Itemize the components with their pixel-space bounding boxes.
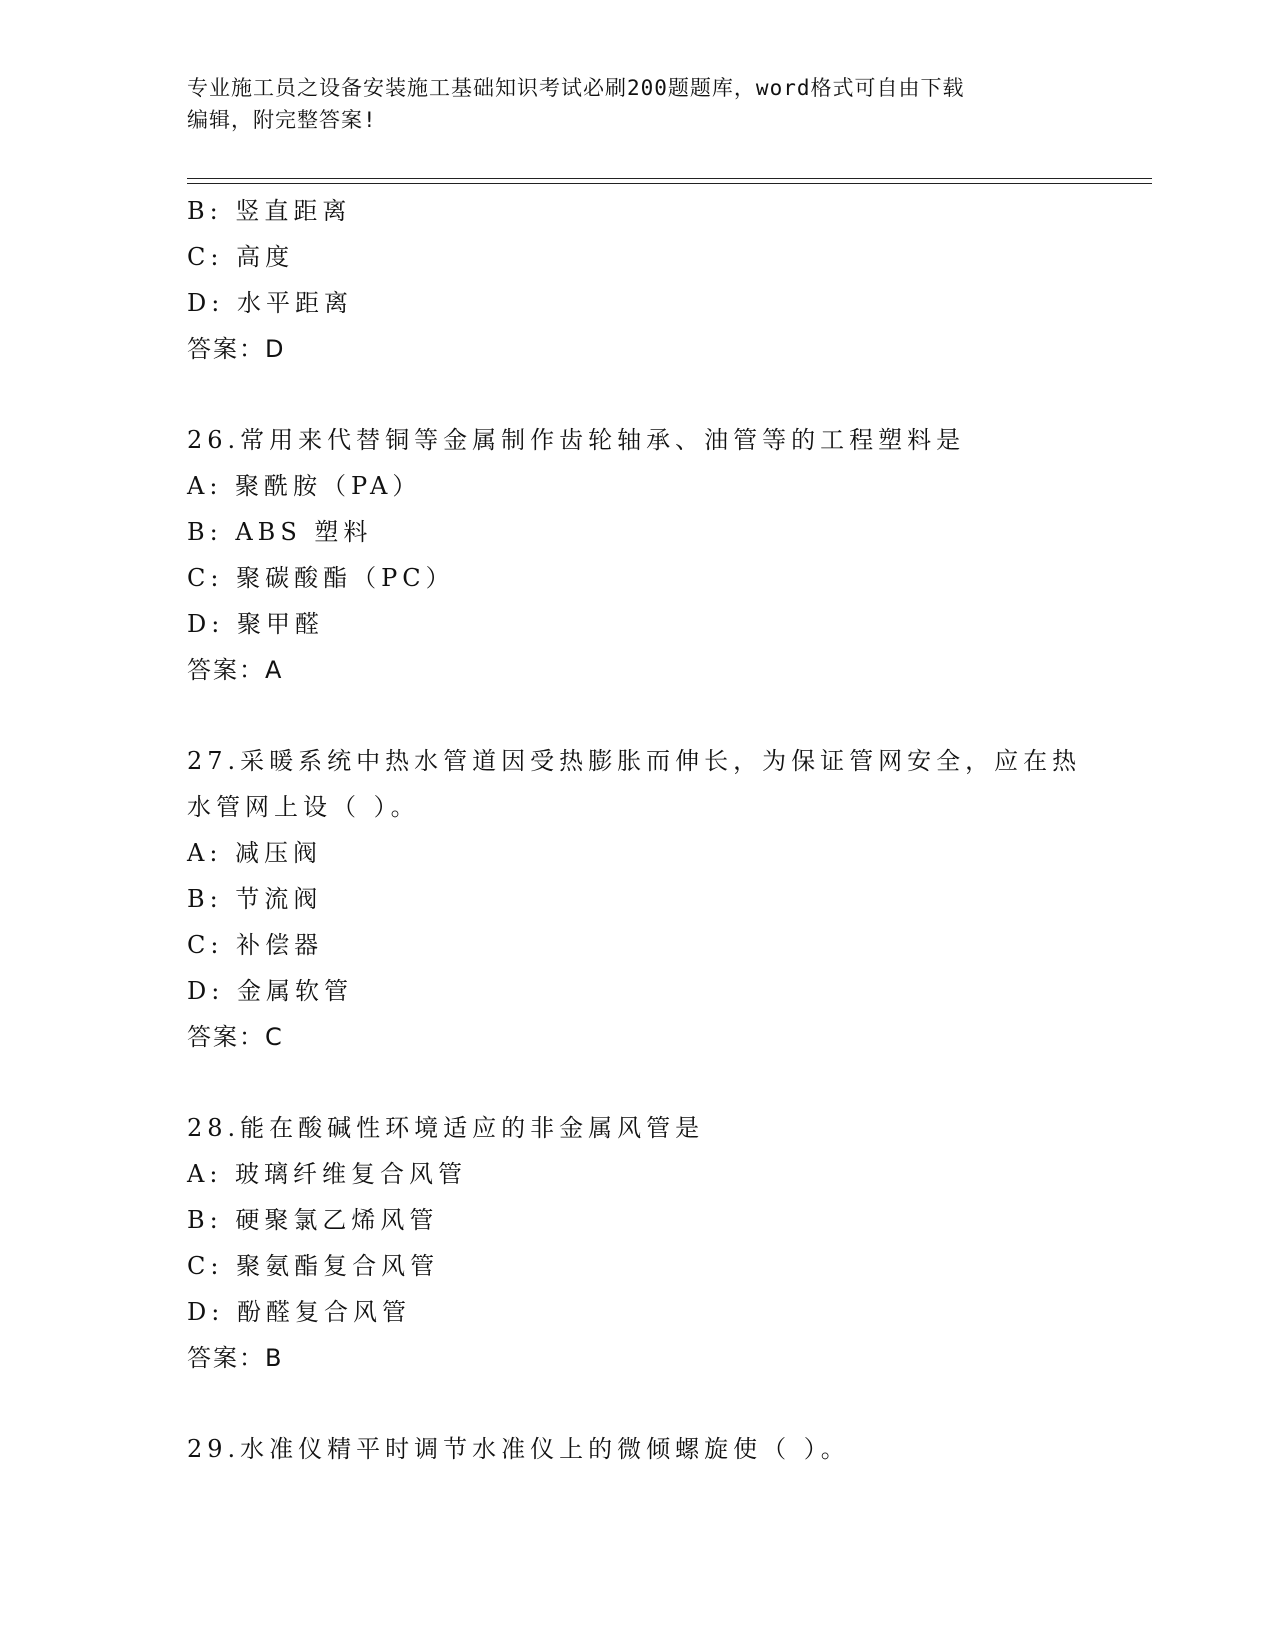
question-block-26 xyxy=(187,417,1087,693)
option-c: C: 聚碳酸酯（PC） xyxy=(187,564,455,592)
option-d: D: 水平距离 xyxy=(187,289,353,317)
option-b: B: 硬聚氯乙烯风管 xyxy=(187,1206,439,1234)
question-text: 28.能在酸碱性环境适应的非金属风管是 xyxy=(187,1114,705,1142)
answer: 答案：D xyxy=(187,335,286,363)
document-header xyxy=(187,72,1087,136)
answer: 答案：A xyxy=(187,656,284,684)
question-text-line-2: 水管网上设（ ）。 xyxy=(187,793,420,821)
answer: 答案：C xyxy=(187,1023,284,1051)
option-d: D: 金属软管 xyxy=(187,977,353,1005)
header-rule-bottom xyxy=(187,183,1152,184)
option-b: B: ABS 塑料 xyxy=(187,518,373,546)
option-b: B: 竖直距离 xyxy=(187,197,352,225)
option-c: C: 高度 xyxy=(187,243,295,271)
header-line-2: 编辑，附完整答案! xyxy=(187,108,377,132)
question-text: 26.常用来代替铜等金属制作齿轮轴承、油管等的工程塑料是 xyxy=(187,426,966,454)
option-a: A: 玻璃纤维复合风管 xyxy=(187,1160,468,1188)
option-d: D: 酚醛复合风管 xyxy=(187,1298,411,1326)
answer: 答案：B xyxy=(187,1344,284,1372)
option-d: D: 聚甲醛 xyxy=(187,610,324,638)
option-c: C: 聚氨酯复合风管 xyxy=(187,1252,440,1280)
option-a: A: 减压阀 xyxy=(187,839,323,867)
option-b: B: 节流阀 xyxy=(187,885,323,913)
question-block-27 xyxy=(187,738,1087,1060)
header-rule-top xyxy=(187,178,1152,179)
option-a: A: 聚酰胺（PA） xyxy=(187,472,422,500)
question-text-line-1: 27.采暖系统中热水管道因受热膨胀而伸长，为保证管网安全，应在热 xyxy=(187,747,1082,775)
question-list xyxy=(187,188,1087,1472)
option-c: C: 补偿器 xyxy=(187,931,324,959)
question-block-25 xyxy=(187,188,1087,372)
header-line-1: 专业施工员之设备安装施工基础知识考试必刷200题题库，word格式可自由下载 xyxy=(187,76,965,100)
question-text: 29.水准仪精平时调节水准仪上的微倾螺旋使（ ）。 xyxy=(187,1435,850,1463)
question-block-29 xyxy=(187,1426,1087,1472)
question-block-28 xyxy=(187,1105,1087,1381)
